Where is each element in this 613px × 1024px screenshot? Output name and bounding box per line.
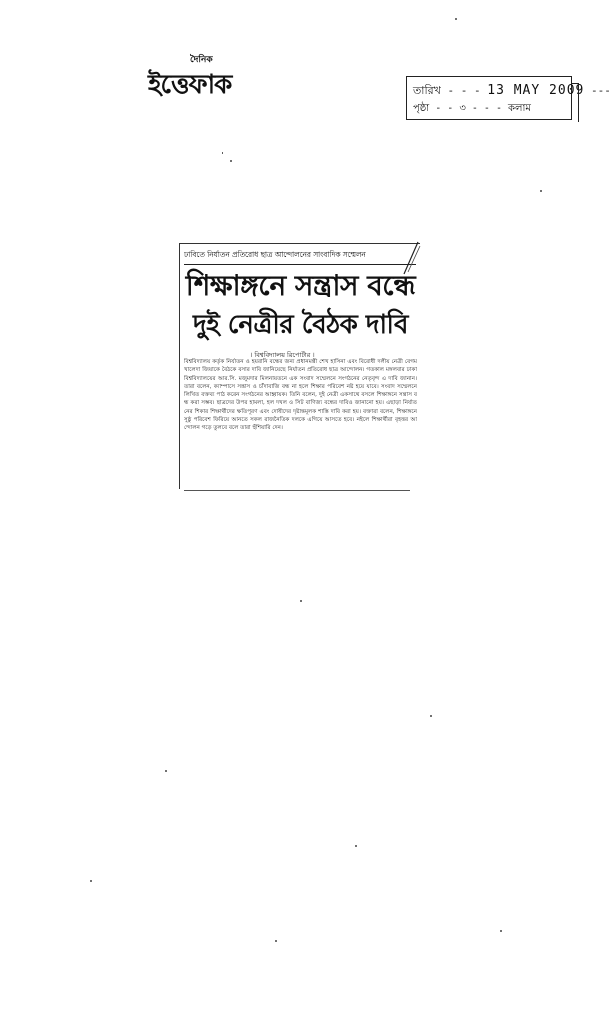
clip-corner-mark-icon xyxy=(398,240,422,276)
scan-speck xyxy=(355,845,357,847)
article-byline: । বিশ্ববিদ্যালয় রিপোর্টার । xyxy=(250,351,315,359)
scan-speck xyxy=(500,930,502,932)
clipping-bottom-rule xyxy=(184,490,410,491)
article-headline-line1: শিক্ষাঙ্গনে সন্ত্রাস বন্ধে xyxy=(185,269,416,302)
newspaper-name: ইত্তেফাক xyxy=(148,70,232,100)
scan-speck xyxy=(222,152,223,154)
scan-speck xyxy=(455,18,457,20)
scan-speck xyxy=(90,880,92,882)
archive-date-stamp xyxy=(406,76,611,120)
stamp-page-label: পৃষ্ঠা xyxy=(413,103,430,114)
stamp-column-label: কলাম xyxy=(508,103,531,114)
newspaper-masthead xyxy=(148,52,288,104)
news-clipping xyxy=(179,243,420,489)
stamp-bracket xyxy=(572,83,579,122)
masthead-tagline: দৈনিক xyxy=(190,55,213,65)
stamp-date-row: তারিখ - - - 13 MAY 2009 --- xyxy=(413,83,611,98)
article-body: বিশ্ববিদ্যালয় কর্তৃক নির্যাতন ও হয়রানি বন্ধের জন্য প্রধানমন্ত্রী শেখ হাসিনা এবং বিরোধী দলীয় নেত্রী বেগম খালেদা জিয়াকে বৈঠকে বসার দাবি জানিয়েছে নির্যাতন প্রতিরোধ ছাত্র আন্দোলন। গতকাল মঙ্গলবার ঢাকা বিশ্ববিদ্যালয়ের আর.সি. মজুমদার মিলনায়তনে এক সংবাদ সম্মেলনে সংগঠনের নেতৃবৃন্দ এ দাবি জানান। তারা বলেন, ক্যাম্পাসে সন্ত্রাস ও চাঁদাবাজি বন্ধ না হলে শিক্ষার পরিবেশ নষ্ট হয়ে যাবে। সংবাদ সম্মেলনে লিখিত বক্তব্য পাঠ করেন সংগঠনের আহ্বায়ক। তিনি বলেন, দুই নেত্রী একসাথে বসলে শিক্ষাঙ্গনে সন্ত্রাস বন্ধ করা সম্ভব। ছাত্রদের উপর হামলা, হল দখল ও সিট বাণিজ্য বন্ধের দাবিও জানানো হয়। এছাড়া নির্যাতনের শিকার শিক্ষার্থীদের ক্ষতিপূরণ এবং দোষীদের দৃষ্টান্তমূলক শাস্তি দাবি করা হয়। বক্তারা বলেন, শিক্ষাঙ্গনে সুষ্ঠু পরিবেশ ফিরিয়ে আনতে সকল রাজনৈতিক দলকে এগিয়ে আসতে হবে। নইলে শিক্ষার্থীরা বৃহত্তর আন্দোলন গড়ে তুলবে বলে তারা হুঁশিয়ারি দেন। xyxy=(184,359,417,432)
scan-speck xyxy=(540,190,542,192)
article-headline-line2: দুই নেত্রীর বৈঠক দাবি xyxy=(193,310,408,340)
article-kicker: ঢাবিতে নির্যাতন প্রতিরোধ ছাত্র আন্দোলনের সাংবাদিক সম্মেলন xyxy=(184,250,416,265)
stamp-page-number: ৩ xyxy=(459,103,466,114)
scan-speck xyxy=(230,160,232,162)
stamp-date: 13 MAY 2009 xyxy=(487,83,585,98)
scan-speck xyxy=(300,600,302,602)
scan-speck xyxy=(275,940,277,942)
scan-speck xyxy=(165,770,167,772)
stamp-date-label: তারিখ xyxy=(413,84,441,97)
stamp-page-row: পৃষ্ঠা - - ৩ - - - কলাম xyxy=(413,103,531,114)
scan-speck xyxy=(430,715,432,717)
